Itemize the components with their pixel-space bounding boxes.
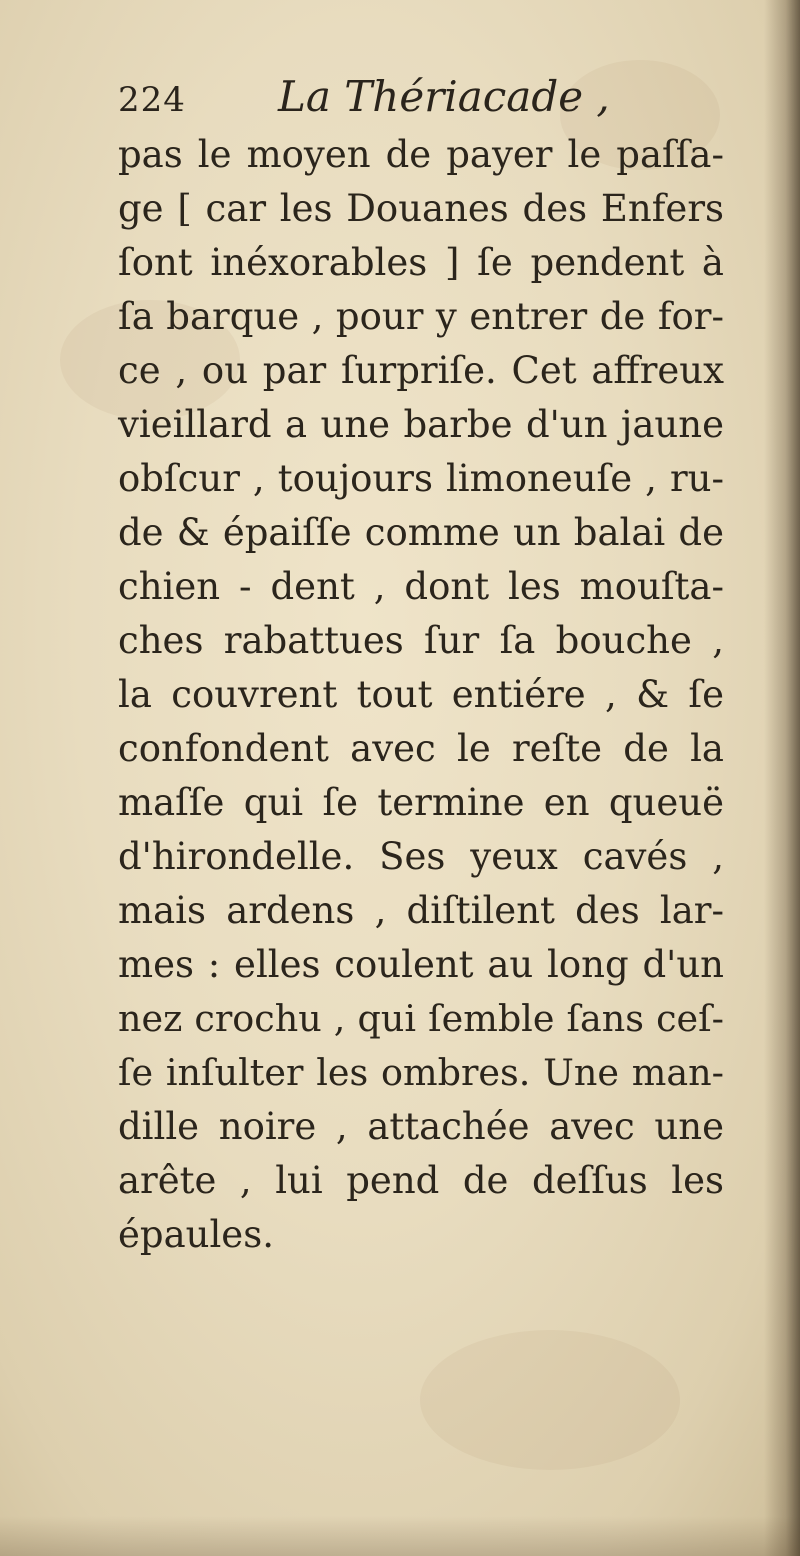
- text-line: mes : elles coulent au long d'un: [118, 943, 724, 986]
- text-line: vieillard a une barbe d'un jaune: [118, 403, 724, 446]
- page-bottom-shadow: [0, 1516, 800, 1556]
- text-line: mais ardens , diſtilent des lar-: [118, 889, 724, 932]
- text-line: la couvrent tout entiére , & ſe: [118, 673, 724, 716]
- text-line: ches rabattues ſur ſa bouche ,: [118, 619, 724, 662]
- text-line: maſſe qui ſe termine en queuë: [118, 781, 724, 824]
- page-header: [118, 72, 738, 132]
- text-line: dille noire , attachée avec une: [118, 1105, 724, 1148]
- body-text: [118, 128, 724, 1262]
- text-line: obſcur , toujours limoneuſe , ru-: [118, 457, 724, 500]
- paper-stain: [420, 1330, 680, 1470]
- text-line: ſa barque , pour y entrer de for-: [118, 295, 724, 338]
- text-line: épaules.: [118, 1213, 274, 1256]
- text-line: nez crochu , qui ſemble ſans ceſ-: [118, 997, 724, 1040]
- text-line: ſont inéxorables ] ſe pendent à: [118, 241, 724, 284]
- text-line: ge [ car les Douanes des Enfers: [118, 187, 724, 230]
- text-line: ce , ou par ſurpriſe. Cet affreux: [118, 349, 724, 392]
- text-line: ſe inſulter les ombres. Une man-: [118, 1051, 724, 1094]
- text-line: chien - dent , dont les mouſta-: [118, 565, 724, 608]
- page-edge-shadow: [764, 0, 800, 1556]
- text-line: de & épaiſſe comme un balai de: [118, 511, 724, 554]
- text-line: arête , lui pend de deſſus les: [118, 1159, 724, 1202]
- running-title: La Thériacade ,: [278, 72, 610, 121]
- text-line: confondent avec le reſte de la: [118, 727, 724, 770]
- page-number: 224: [118, 80, 186, 120]
- text-line: pas le moyen de payer le paſſa-: [118, 133, 724, 176]
- text-line: d'hirondelle. Ses yeux cavés ,: [118, 835, 724, 878]
